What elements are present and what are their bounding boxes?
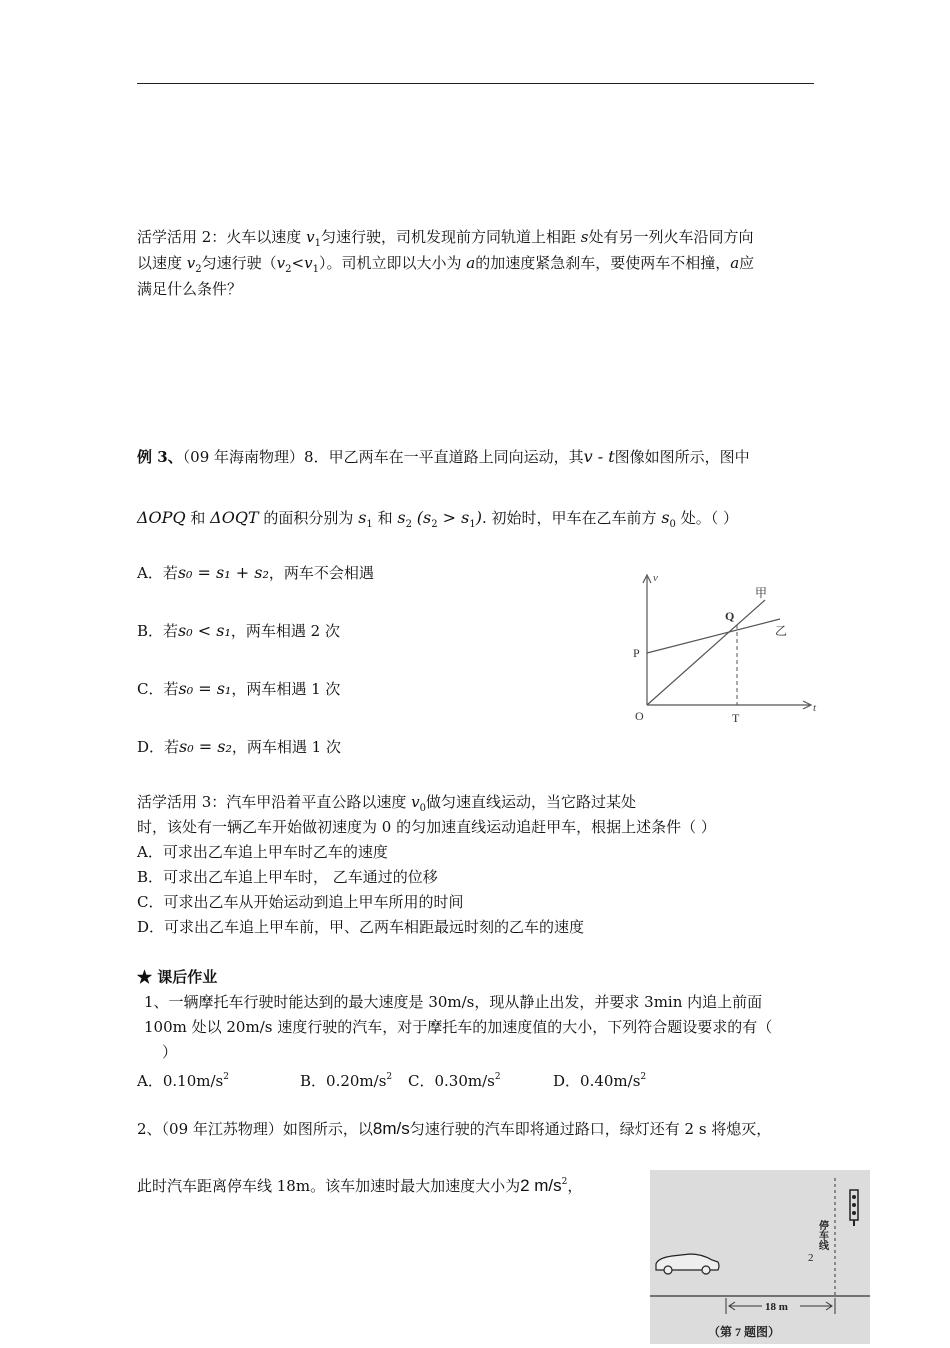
text: 活学活用 3：汽车甲沿着平直公路以速度: [137, 793, 412, 811]
practice3-line1: [137, 792, 636, 819]
graph-t-label: t: [813, 702, 817, 714]
math-opq: ΔOPQ: [137, 508, 186, 527]
sub: 0: [419, 803, 426, 814]
text: 处有另一列火车沿同方向: [588, 228, 754, 246]
graph-v-label: v: [653, 572, 658, 584]
practice3-line2: 时，该处有一辆乙车开始做初速度为 0 的匀加速直线运动追赶甲车，根据上述条件（ ）: [137, 818, 716, 836]
sup: 2: [640, 1072, 647, 1082]
practice3-option-d: D．可求出乙车追上甲车前，甲、乙两车相距最远时刻的乙车的速度: [137, 918, 585, 936]
vt-graph: [625, 565, 825, 730]
graph-o-label: O: [635, 709, 644, 723]
option-expr: s₀ = s₂: [179, 737, 232, 756]
graph-q-label: Q: [725, 609, 735, 623]
hw-q1-option-d: [553, 1067, 646, 1091]
hw-q2-line1: [137, 1119, 771, 1139]
sub: 1: [314, 238, 321, 249]
option-suffix: ，两车相遇 1 次: [231, 738, 341, 756]
example3-line2: [137, 508, 738, 535]
math-s0: s: [661, 508, 670, 527]
math-cond: (s: [416, 508, 432, 527]
lt: <: [291, 254, 305, 272]
sup: 2: [494, 1072, 501, 1082]
option-text: D．0.40m/s: [553, 1072, 641, 1090]
sub: 2: [195, 264, 202, 275]
var-v0: v: [411, 793, 420, 811]
hw-q1-option-b: [300, 1067, 392, 1091]
figure-number: 2: [808, 1252, 814, 1264]
math-s1: s: [358, 508, 367, 527]
text: （09 年海南物理）8．甲乙两车在一平直道路上同向运动，其: [182, 448, 584, 466]
text: 和: [377, 509, 393, 527]
example3-option-d: [137, 737, 341, 757]
hw-q1-option-c: [408, 1067, 501, 1091]
sup: 2: [223, 1072, 229, 1082]
text: 匀速行驶（: [201, 254, 277, 272]
sup: 2: [561, 1177, 568, 1187]
line-jia: [647, 600, 765, 705]
text: 此时汽车距离停车线 18m。该车加速时最大加速度大小为: [137, 1177, 521, 1195]
text: 的面积分别为: [263, 509, 354, 527]
practice3-option-b: B．可求出乙车追上甲车时， 乙车通过的位移: [137, 868, 438, 886]
math-cond: > s: [437, 508, 470, 527]
var-v2: v: [186, 254, 196, 272]
example3-option-c: [137, 679, 340, 699]
option-suffix: ，两车相遇 2 次: [230, 622, 340, 640]
option-prefix: D．若: [137, 738, 180, 756]
option-prefix: A．若: [137, 564, 178, 582]
math-vt: v - t: [583, 447, 615, 466]
header-rule: [137, 83, 814, 84]
example3-option-b: [137, 621, 340, 641]
text: 做匀速直线运动，当它路过某处: [425, 793, 636, 811]
practice3-option-c: C．可求出乙车从开始运动到追上甲车所用的时间: [137, 893, 464, 911]
road-figure-drawing: [650, 1170, 870, 1344]
sub: 1: [312, 264, 319, 275]
option-text: B．0.20m/s: [300, 1072, 387, 1090]
option-expr: s₀ < s₁: [178, 621, 231, 640]
text: ，: [567, 1177, 583, 1195]
hw-q1-option-a: [137, 1067, 229, 1091]
sub: 2: [285, 264, 292, 275]
homework-title: ★ 课后作业: [137, 968, 218, 986]
road-figure: [650, 1170, 870, 1344]
text: 图像如图所示，图中: [614, 448, 750, 466]
text: 活学活用 2：火车以速度: [137, 228, 307, 246]
var-a: a: [466, 254, 476, 272]
text: 匀速行驶的汽车即将通过路口，绿灯还有 2 s 将熄灭，: [409, 1120, 772, 1138]
sup: 2: [386, 1072, 393, 1082]
var-s: s: [580, 228, 589, 246]
text: . 初始时，甲车在乙车前方: [481, 509, 657, 527]
graph-jia-label: 甲: [755, 586, 768, 600]
graph-p-label: P: [633, 646, 640, 660]
option-text: C．0.30m/s: [408, 1072, 495, 1090]
sub: 1: [469, 519, 476, 530]
car-icon: [656, 1254, 719, 1274]
hw-q1-line2: 100m 处以 20m/s 速度行驶的汽车，对于摩托车的加速度值的大小，下列符合题设要求的有（: [144, 1018, 773, 1036]
math-s2: s: [397, 508, 406, 527]
math-cond: ): [475, 508, 482, 527]
hw-q1-line3: ）: [162, 1043, 178, 1061]
practice2-line3: 满足什么条件？: [137, 280, 243, 298]
text: 和: [190, 509, 206, 527]
var-v1: v: [304, 254, 313, 272]
practice2-line1: [137, 227, 753, 254]
option-suffix: ，两车不会相遇: [268, 564, 374, 582]
option-expr: s₀ = s₁ + s₂: [177, 563, 269, 582]
sub: 0: [669, 519, 676, 530]
text: 匀速行驶，司机发现前方同轨道上相距: [320, 228, 581, 246]
var-v1: v: [306, 228, 315, 246]
line-yi: [647, 619, 780, 653]
sub: 2: [431, 519, 438, 530]
var-v2: v: [276, 254, 286, 272]
text: 2、（09 年江苏物理）如图所示，以: [137, 1120, 373, 1138]
graph-yi-label: 乙: [775, 624, 788, 638]
hw-q1-line1: 1、一辆摩托车行驶时能达到的最大速度是 30m/s，现从静止出发，并要求 3min 内追上前面: [144, 993, 763, 1011]
example3-option-a: [137, 563, 374, 583]
text: 处。（ ）: [680, 509, 738, 527]
speed-value: 8m/s: [372, 1119, 410, 1138]
distance-label: 18 m: [765, 1301, 788, 1313]
sub: 1: [366, 519, 373, 530]
sub: 2: [405, 519, 412, 530]
option-text: A．0.10m/s: [137, 1072, 224, 1090]
light-dot: [852, 1211, 856, 1215]
acc-value: 2 m/s: [520, 1176, 562, 1195]
option-prefix: B．若: [137, 622, 179, 640]
example-label: 例 3、: [137, 448, 183, 466]
text: 的加速度紧急刹车，要使两车不相撞，: [475, 254, 731, 272]
option-suffix: ，两车相遇 1 次: [231, 680, 341, 698]
text: 应: [739, 254, 755, 272]
light-dot: [852, 1195, 856, 1199]
light-dot: [852, 1203, 856, 1207]
practice2-line2: [137, 253, 754, 280]
practice3-option-a: A．可求出乙车追上甲车时乙车的速度: [137, 843, 388, 861]
math-oqt: ΔOQT: [210, 508, 259, 527]
text: ）。司机立即以大小为: [318, 254, 467, 272]
example3-line1: [137, 447, 750, 467]
option-expr: s₀ = s₁: [178, 679, 232, 698]
figure-caption: （第 7 题图）: [708, 1325, 781, 1339]
stop-line-label: 停车线: [816, 1220, 828, 1250]
var-a: a: [730, 254, 740, 272]
option-prefix: C．若: [137, 680, 179, 698]
hw-q2-line2: [137, 1172, 582, 1196]
graph-t-point-label: T: [732, 711, 740, 725]
text: 以速度: [137, 254, 187, 272]
